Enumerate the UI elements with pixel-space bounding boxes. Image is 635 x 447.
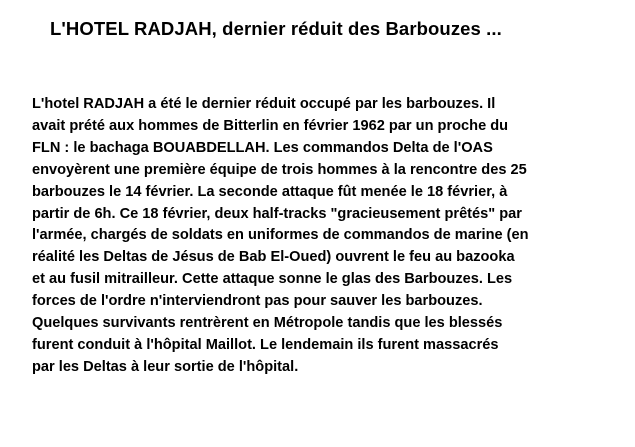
paragraph-line: forces de l'ordre n'interviendront pas pour sauver les barbouzes. [32,293,483,310]
document-paragraph [32,94,622,379]
paragraph-line: partir de 6h. Ce 18 février, deux half-tracks "gracieusement prêtés" par [32,205,522,222]
document-title: L'HOTEL RADJAH, dernier réduit des Barbouzes ... [50,18,502,39]
paragraph-line: envoyèrent une première équipe de trois hommes à la rencontre des 25 [32,161,527,178]
paragraph-line: l'armée, chargés de soldats en uniformes de commandos de marine (en [32,227,529,244]
paragraph-line: réalité les Deltas de Jésus de Bab El-Oued) ouvrent le feu au bazooka [32,249,515,266]
paragraph-line: avait prété aux hommes de Bitterlin en février 1962 par un proche du [32,117,509,134]
paragraph-line: furent conduit à l'hôpital Maillot. Le lendemain ils furent massacrés [32,336,499,353]
paragraph-line: L'hotel RADJAH a été le dernier réduit occupé par les barbouzes. Il [32,96,496,112]
paragraph-line: barbouzes le 14 février. La seconde attaque fût menée le 18 février, à [32,183,508,200]
paragraph-line: par les Deltas à leur sortie de l'hôpital. [32,358,299,375]
paragraph-line: FLN : le bachaga BOUABDELLAH. Les commandos Delta de l'OAS [32,139,493,156]
paragraph-line: et au fusil mitrailleur. Cette attaque sonne le glas des Barbouzes. Les [32,271,513,288]
paragraph-line: Quelques survivants rentrèrent en Métropole tandis que les blessés [32,315,503,332]
